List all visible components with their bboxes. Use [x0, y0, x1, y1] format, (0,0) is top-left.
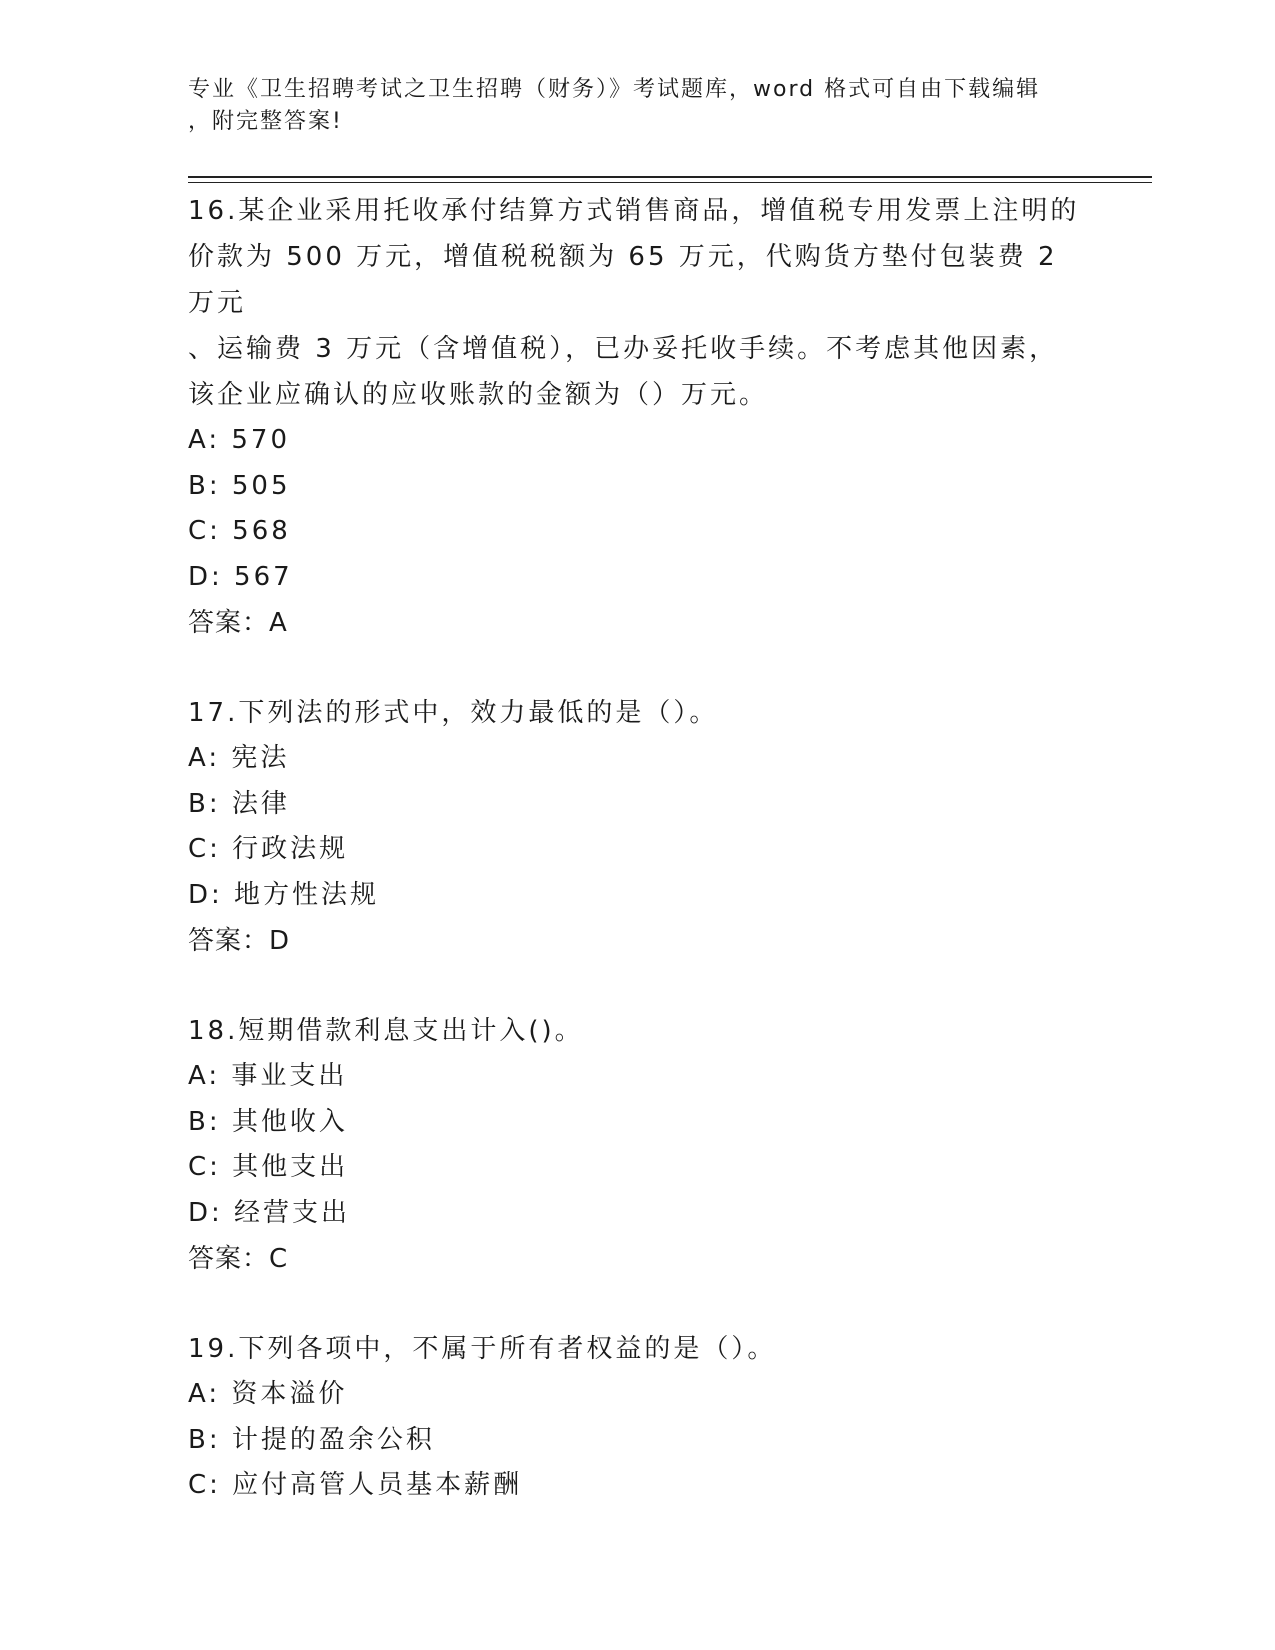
option-d: D: 地方性法规 [188, 879, 380, 910]
option-d: D: 经营支出 [188, 1197, 351, 1228]
header-divider-thin [188, 182, 1152, 183]
question-stem: 16.某企业采用托收承付结算方式销售商品，增值税专用发票上注明的 价款为 500 万元，增值税税额为 65 万元，代购货方垫付包装费 2 万元 、运输费 3 万元（含增值税），已办妥托收手续。不考虑其他因素， 该企业应确认的应收账款的金额为（）万元。 [188, 196, 1080, 410]
header-line-1: 专业《卫生招聘考试之卫生招聘（财务）》考试题库，word 格式可自由下载编辑 [188, 77, 1041, 102]
option-c: C: 应付高管人员基本薪酬 [188, 1470, 523, 1500]
question-17 [188, 690, 1088, 964]
option-a: A: 事业支出 [188, 1061, 348, 1091]
option-b: B: 505 [188, 470, 291, 501]
option-c: C: 行政法规 [188, 834, 349, 864]
answer-line: 答案：A [188, 608, 288, 638]
question-spacer [188, 1282, 1088, 1326]
question-stem: 17.下列法的形式中，效力最低的是（）。 [188, 698, 719, 728]
question-list [188, 188, 1088, 1509]
question-16 [188, 188, 1088, 646]
document-header [188, 74, 1088, 138]
question-18 [188, 1008, 1088, 1282]
header-line-2: ，附完整答案! [188, 109, 343, 134]
question-spacer [188, 646, 1088, 690]
question-spacer [188, 964, 1088, 1008]
answer-line: 答案：C [188, 1244, 289, 1274]
header-divider-thick [188, 176, 1152, 178]
option-c: C: 568 [188, 516, 291, 546]
option-a: A: 宪法 [188, 743, 290, 773]
option-b: B: 法律 [188, 788, 290, 819]
option-a: A: 资本溢价 [188, 1379, 348, 1409]
option-b: B: 其他收入 [188, 1106, 348, 1137]
question-stem: 19.下列各项中，不属于所有者权益的是（）。 [188, 1334, 777, 1364]
option-b: B: 计提的盈余公积 [188, 1424, 435, 1455]
question-19 [188, 1326, 1088, 1509]
question-stem: 18.短期借款利息支出计入()。 [188, 1016, 584, 1046]
option-d: D: 567 [188, 561, 293, 592]
option-a: A: 570 [188, 425, 290, 455]
option-c: C: 其他支出 [188, 1152, 349, 1182]
answer-line: 答案：D [188, 926, 291, 956]
